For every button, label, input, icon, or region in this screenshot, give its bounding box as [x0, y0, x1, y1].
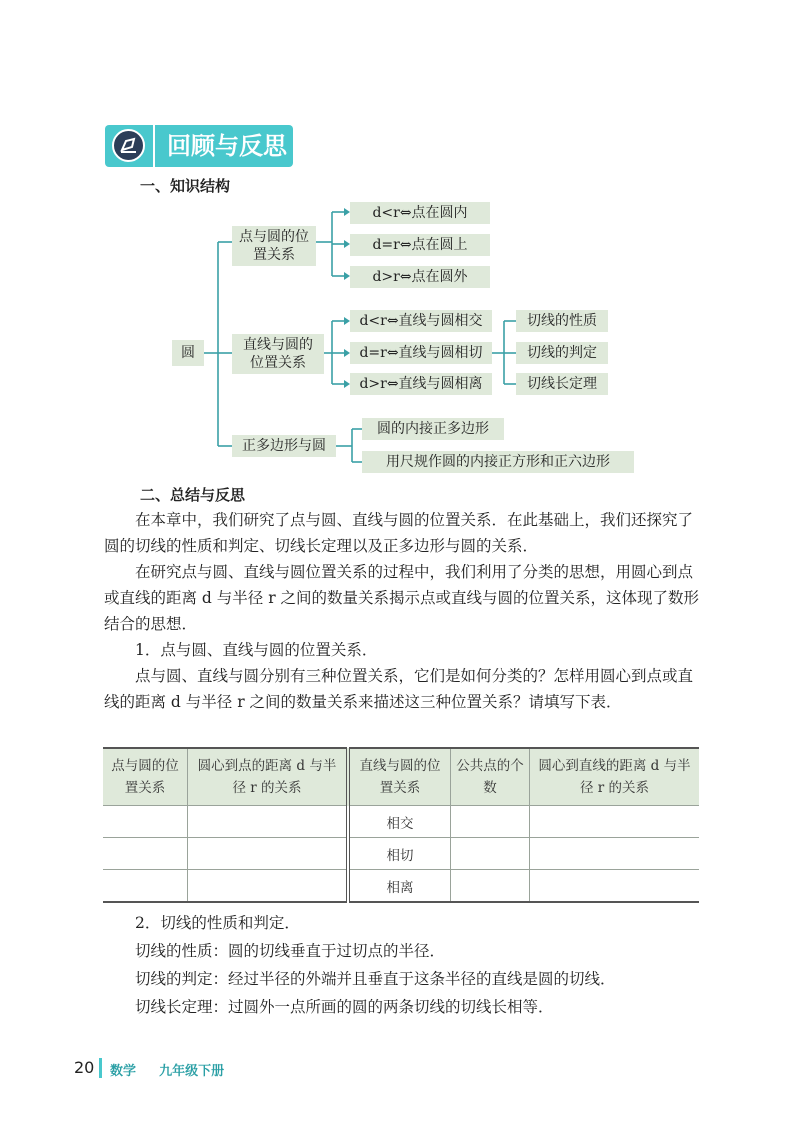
- table-cell: 相离: [348, 870, 451, 903]
- footer-book: [110, 1060, 224, 1079]
- map-item: d>r⇔点在圆外: [350, 266, 490, 288]
- table-cell[interactable]: [188, 870, 349, 903]
- definition: 切线长定理：过圆外一点所画的圆的两条切线的切线长相等．: [135, 998, 554, 1016]
- table-header: 点与圆的位置关系: [103, 748, 188, 806]
- table-cell[interactable]: [103, 838, 188, 870]
- map-item: d<r⇔点在圆内: [350, 202, 490, 224]
- section-title: 回顾与反思: [155, 125, 293, 167]
- page-number: 20: [74, 1058, 95, 1077]
- map-item: 用尺规作圆的内接正方形和正六边形: [362, 451, 634, 473]
- list-item: 1．点与圆、直线与圆的位置关系．: [135, 641, 378, 659]
- table-cell[interactable]: [451, 838, 530, 870]
- map-root: 圆: [172, 340, 204, 366]
- table-header: 公共点的个数: [451, 748, 530, 806]
- map-sub-item: 切线的判定: [516, 342, 608, 364]
- footer-subject: 数学: [110, 1064, 137, 1079]
- footer-divider: [99, 1058, 102, 1078]
- table-header: 圆心到直线的距离 d 与半径 r 的关系: [530, 748, 700, 806]
- map-sub-item: 切线的性质: [516, 310, 608, 332]
- section1-heading: 一、知识结构: [140, 177, 231, 195]
- map-item: d<r⇔直线与圆相交: [350, 310, 492, 332]
- table-row: [103, 870, 699, 903]
- table-header: 直线与圆的位置关系: [348, 748, 451, 806]
- map-branch-line-circle: 直线与圆的位置关系: [232, 334, 324, 374]
- paragraph: 在本章中，我们研究了点与圆、直线与圆的位置关系．在此基础上，我们还探究了圆的切线的性质和判定、切线长定理以及正多边形与圆的关系．: [104, 511, 694, 555]
- map-item: d=r⇔点在圆上: [350, 234, 490, 256]
- table-cell: 相切: [348, 838, 451, 870]
- table-cell[interactable]: [103, 806, 188, 838]
- table-cell[interactable]: [451, 870, 530, 903]
- map-item: d=r⇔直线与圆相切: [350, 342, 492, 364]
- table-cell[interactable]: [188, 838, 349, 870]
- table-cell[interactable]: [188, 806, 349, 838]
- map-item: 圆的内接正多边形: [362, 418, 504, 440]
- definition: 切线的性质：圆的切线垂直于过切点的半径．: [135, 942, 446, 960]
- table-header: 圆心到点的距离 d 与半径 r 的关系: [188, 748, 349, 806]
- paragraph: 点与圆、直线与圆分别有三种位置关系，它们是如何分类的？怎样用圆心到点或直线的距离 d 与半径 r 之间的数量关系来描述这三种位置关系？请填写下表．: [104, 667, 694, 711]
- table-cell[interactable]: [103, 870, 188, 903]
- table-row: [103, 806, 699, 838]
- map-branch-polygon-circle: 正多边形与圆: [232, 435, 336, 457]
- map-sub-item: 切线长定理: [516, 373, 608, 395]
- table-row: [103, 838, 699, 870]
- map-item: d>r⇔直线与圆相离: [350, 373, 492, 395]
- footer-grade: 九年级下册: [159, 1064, 225, 1079]
- table-cell[interactable]: [530, 870, 700, 903]
- section2-heading: 二、总结与反思: [140, 486, 246, 504]
- list-item: 2．切线的性质和判定．: [135, 914, 300, 932]
- table-cell[interactable]: [451, 806, 530, 838]
- map-branch-point-circle: 点与圆的位置关系: [232, 226, 316, 266]
- table-cell[interactable]: [530, 838, 700, 870]
- table-cell: 相交: [348, 806, 451, 838]
- table-cell[interactable]: [530, 806, 700, 838]
- definition: 切线的判定：经过半径的外端并且垂直于这条半径的直线是圆的切线．: [135, 970, 616, 988]
- fill-in-table: [103, 747, 699, 903]
- paragraph: 在研究点与圆、直线与圆位置关系的过程中，我们利用了分类的思想，用圆心到点或直线的距离 d 与半径 r 之间的数量关系揭示点或直线与圆的位置关系，这体现了数形结合的思想．: [104, 563, 700, 633]
